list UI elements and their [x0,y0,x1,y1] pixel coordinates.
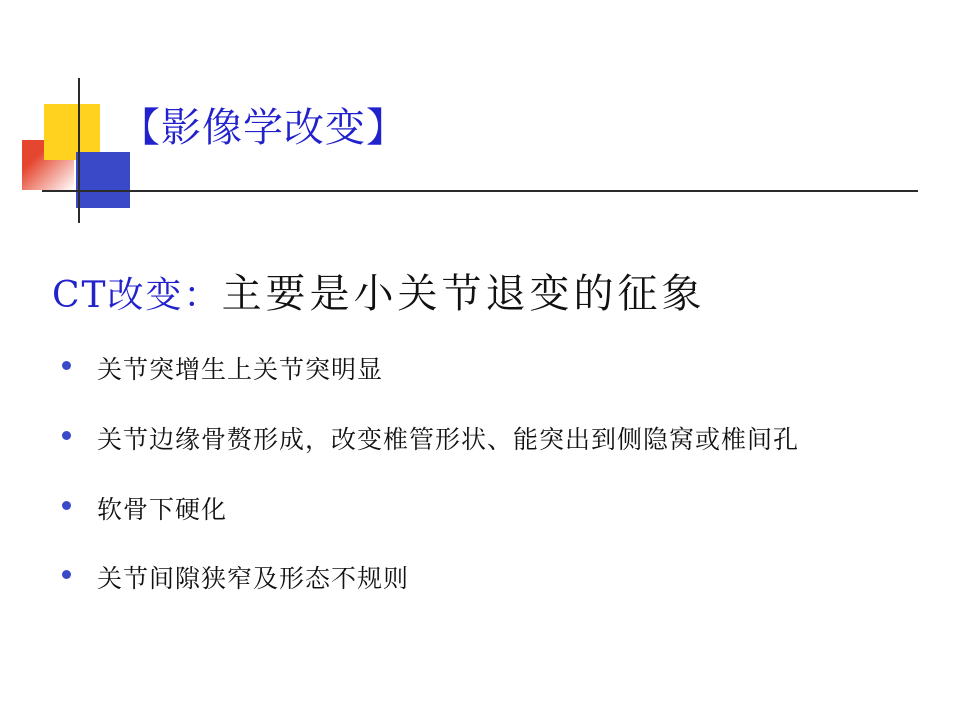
bullet-dot-icon [62,361,71,370]
bullet-dot-icon [62,501,71,510]
slide-title: 【影像学改变】 [120,105,407,151]
list-item [52,488,912,532]
bullet-dot-icon [62,570,71,579]
bullet-dot-icon [62,431,71,440]
subtitle-rest: 主要是小关节退变的征象 [221,271,706,317]
list-item [52,348,912,392]
horizontal-rule [42,190,918,192]
list-item-text: 关节间隙狭窄及形态不规则 [97,564,410,594]
blue-square-accent [76,152,130,208]
slide-subtitle [52,262,706,319]
vertical-rule [78,78,80,223]
list-item [52,418,912,462]
subtitle-lead: CT改变： [52,275,222,316]
list-item-text: 关节突增生上关节突明显 [97,355,384,384]
bullet-list [52,348,912,627]
list-item-text: 关节边缘骨赘形成，改变椎管形状、能突出到侧隐窝或椎间孔 [97,424,800,454]
list-item [52,557,912,601]
list-item-text: 软骨下硬化 [97,494,228,524]
